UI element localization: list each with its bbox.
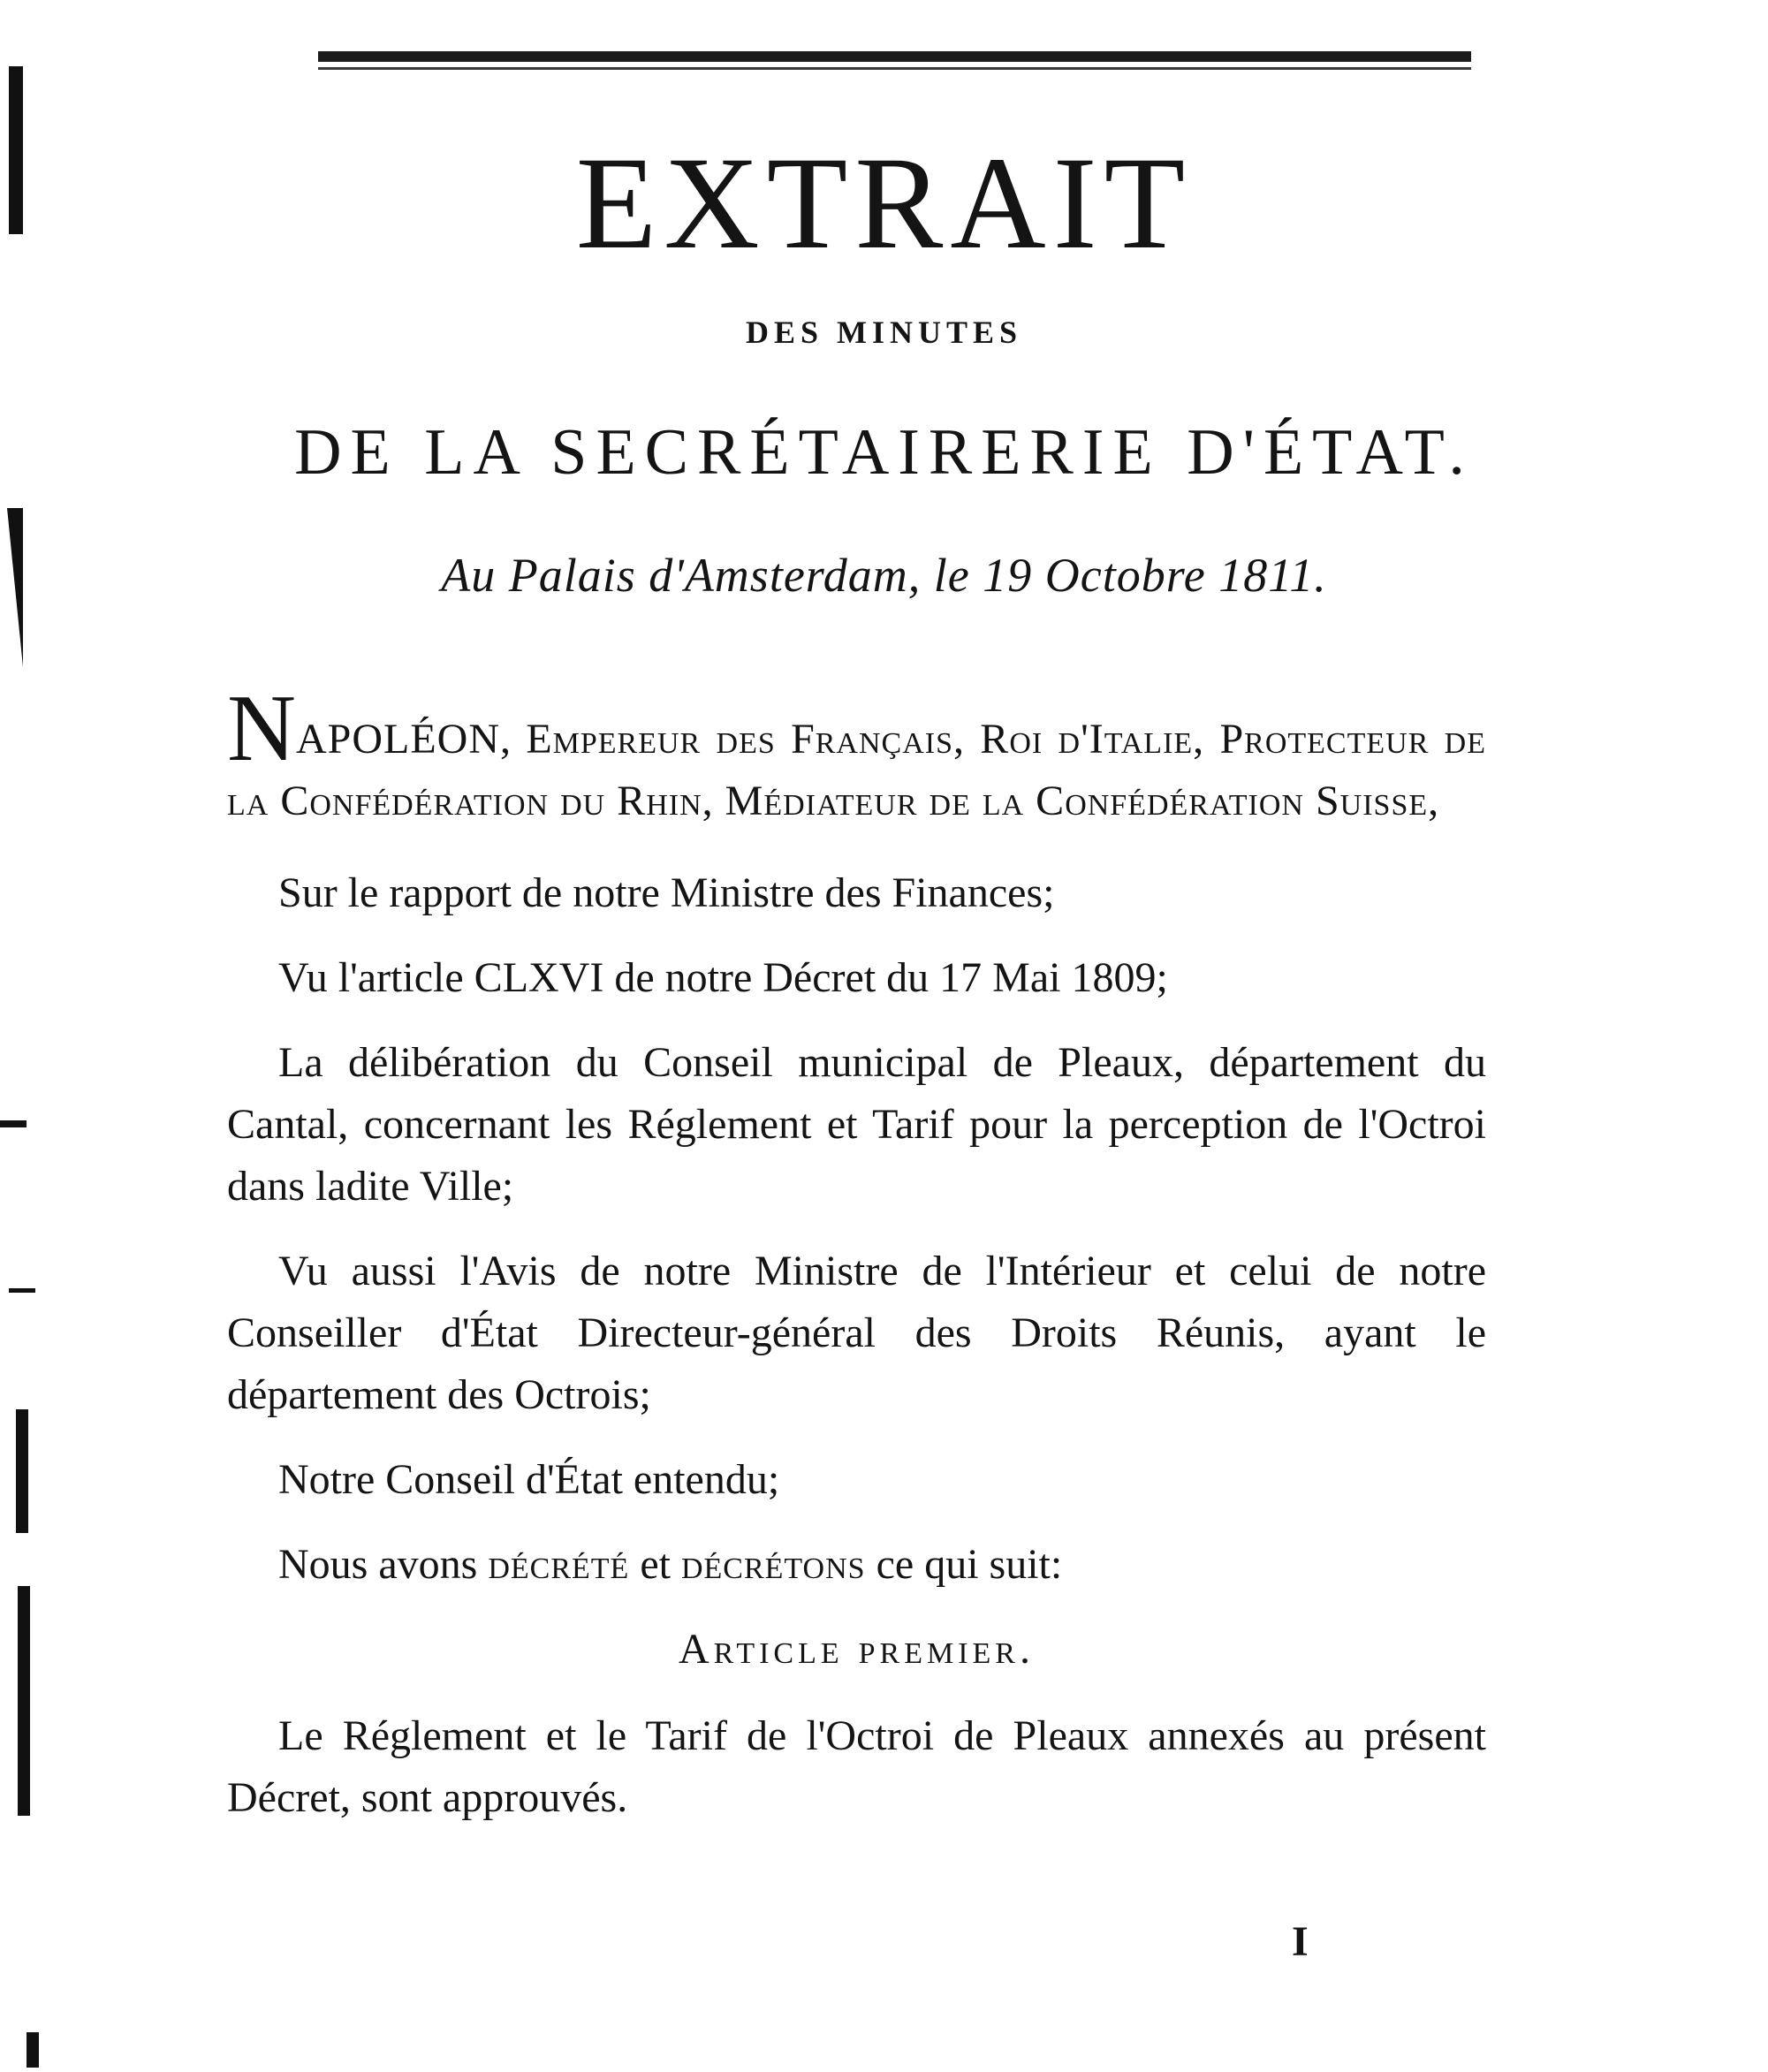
margin-mark [18, 1586, 30, 1816]
page-number: I [1292, 1918, 1309, 1965]
consideration-paragraph: Sur le rapport de notre Ministre des Finances; [278, 869, 1055, 916]
consideration-paragraph: Notre Conseil d'État entendu; [278, 1456, 780, 1503]
preamble [227, 676, 1486, 832]
decree-word-decrete: décrété [488, 1541, 630, 1588]
consideration-paragraph: Vu l'article CLXVI de notre Décret du 17 Mai 1809; [278, 954, 1168, 1001]
decree-line-middle: et [629, 1541, 681, 1588]
document-subtitle-small: DES MINUTES [745, 315, 1023, 350]
emperor-titles: Empereur des Français, Roi d'Italie, Protecteur de la Confédération du Rhin, Médiateur de la Confédération Suisse, [227, 716, 1486, 824]
decree-word-decretons: décrétons [680, 1541, 866, 1588]
margin-mark [27, 2032, 39, 2068]
document-title: EXTRAIT [575, 130, 1193, 277]
decree-line-after: ce qui suit: [865, 1541, 1063, 1588]
emperor-name: APOLÉON, [296, 716, 512, 763]
article-heading: Article premier. [679, 1626, 1035, 1673]
margin-mark [0, 1120, 27, 1127]
consideration-paragraph: La délibération du Conseil municipal de Pleaux, département du Cantal, concernant les Réglement et Tarif pour la perception de l'Octroi dans ladite Ville; [227, 1039, 1486, 1210]
article-text: Le Réglement et le Tarif de l'Octroi de Pleaux annexés au présent Décret, sont approuvés. [227, 1712, 1486, 1821]
margin-mark [16, 1409, 28, 1533]
decree-line [227, 1534, 1486, 1596]
top-thin-rule [318, 67, 1471, 70]
document-subtitle-large: DE LA SECRÉTAIRERIE D'ÉTAT. [294, 416, 1474, 489]
margin-mark [9, 1288, 35, 1293]
consideration-paragraph: Vu aussi l'Avis de notre Ministre de l'Intérieur et celui de notre Conseiller d'État Directeur-général des Droits Réunis, ayant le département des Octrois; [227, 1248, 1486, 1418]
decree-body [227, 676, 1486, 1852]
decree-line-before: Nous avons [278, 1541, 489, 1588]
dropcap-letter: N [227, 676, 296, 781]
dateline: Au Palais d'Amsterdam, le 19 Octobre 1811. [441, 549, 1327, 602]
top-decorative-rule [318, 51, 1471, 62]
